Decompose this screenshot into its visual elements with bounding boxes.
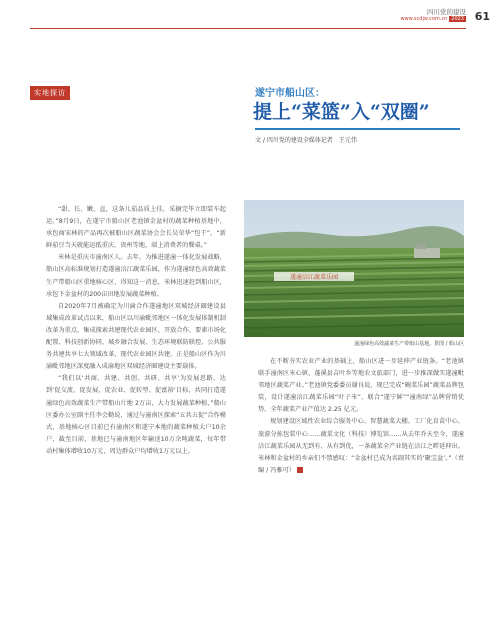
paragraph: “甜、长、嫩、直，这条儿茄品质上佳，采摘完毕立即装车起运。”8月9日，在遂宁市船山区老池镇金盆村的蔬菜种植基地中，承包商宋林的产品再次被船山区蔬菜协会会长吴荣华“包干”，“新鲜茄豆当天就能运抵重庆、贵州等地，端上消费者的餐桌。” [46, 206, 226, 250]
paragraph: 在不断夯实农业产业的基础上，船山区进一步延伸产业链条。“老池镇联手潼南区米心镇、蓬溪县吉叶乡等地农文旅部门，进一步推深做实遂潼毗邻地区蔬菜产业。”老池镇党委委员谢良说，现已完成“碗菜乐园”蔬菜品牌包装，设计遂潼涪江蔬菜乐园“叶子米”、联合“遂宁鲜”“潼南绿”品牌营销优势，全年蔬菜产业产值达 2.25 亿元。 [258, 358, 464, 414]
page-header [401, 8, 466, 23]
left-column [46, 204, 226, 458]
paragraph: 自2020年7月被确定为川渝合作遂潼地区双城经济圈建设县域集成改革试点以来，船山区以川渝毗邻地区一体化发展体制机制改革为重点，集成探索共建现代农业园区、开放合作、要素市场化配置、科技创新协同、城乡融合发展、生态环境联防联控、公共服务共建共享七大领域改革，现代农业园区共建，正是船山区作为川渝毗邻地区深度融入成渝地区双城经济圈建设主要载体。 [46, 302, 226, 371]
title-rule [255, 128, 460, 130]
article-subtitle: 遂宁市船山区： [255, 88, 325, 99]
section-tag: 实地探访 [30, 86, 70, 100]
page-number: 61 [474, 10, 490, 23]
photo-caption: 遂潼绿色高效蔬菜生产带船山基地。供图 / 船山区 [354, 341, 464, 347]
paragraph-last [258, 416, 464, 476]
end-mark [297, 467, 303, 473]
site-url-line [401, 16, 466, 23]
article-byline: 文 / 四川党的建设全媒体记者 王元伟 [255, 137, 357, 144]
paragraph-text: 规划建设区域性农业综合服务中心、智慧蔬菜大棚、工厂化育苗中心、旅游分拣包装中心……蔬菜文化（科技）博览馆……从去年乔天至今，遂潼涪江蔬菜乐园从无到有、从有到优，一条蔬菜全产业链在涪江之畔延伸出。米林和金盆村的乡亲们不禁感叹：“金盆村已成为名副其实的‘聚宝盆’。”（责编 / 冯雅可） [258, 418, 464, 474]
header-rule [30, 28, 466, 29]
paragraph: “我们以‘共商、共建、共创、共研、共享’为发展思路，达到‘促交流、促发展、促农业、促转型、促富裕’目标，共同打造遂潼绿色高效蔬菜生产带船山片地 2万亩，大力发展蔬菜种植，”船山区委办公室副主任李会勤说，通过与潼南区探索“五共五促”合作模式，基地核心区目前已有潼南区和遂宁本地的蔬菜种植大户10余户，截至目前，基地已与潼南地区年输送10万余吨蔬菜，每年带动村集体增收10万元，周边群众户均增收1万元以上。 [46, 375, 226, 455]
site-url[interactable]: www.scdjw.com.cn [400, 16, 448, 22]
magazine-name: 四川党的建设 [427, 8, 466, 16]
farm-photo [244, 200, 464, 337]
right-column [258, 356, 464, 477]
issue-year: 2023 [451, 16, 464, 22]
paragraph: 米林是重庆市潼南区人。去年，为推进遂潼一体化发展战略，船山区高标准规划打造遂潼涪江蔬菜乐园，作为遂潼绿色高效蔬菜生产带船山区重地核心区，得知这一消息，米林迅速赶到船山区，承包下金盆村的200亩田地发展蔬菜种植。 [46, 254, 226, 298]
photo-sign: 遂潼涪江蔬菜乐园 [289, 274, 339, 281]
article-title: 提上“菜篮”入“双圈” [253, 101, 430, 123]
farm-landscape-image [244, 200, 464, 337]
